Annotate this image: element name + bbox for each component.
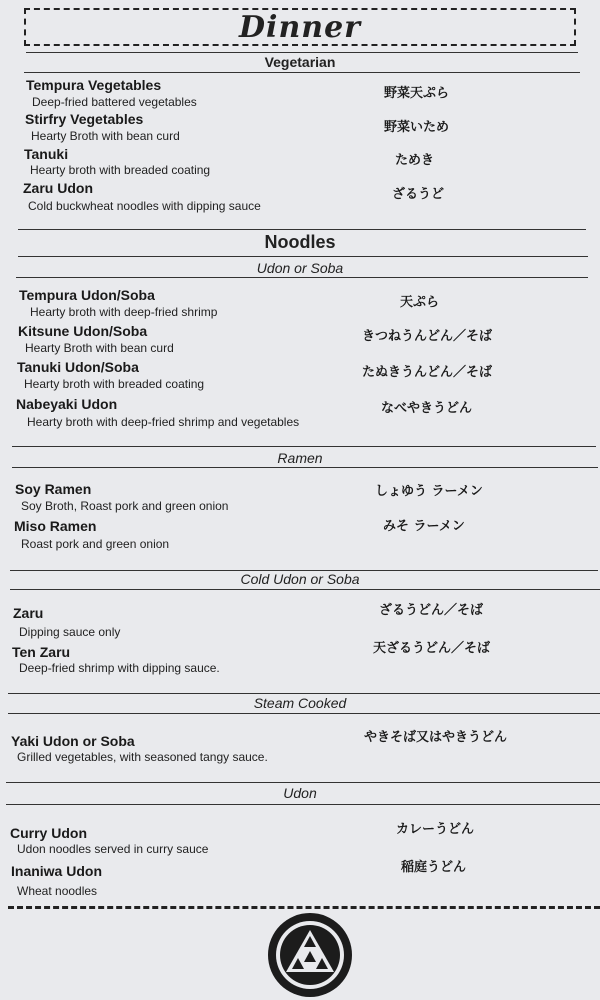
divider <box>10 589 600 590</box>
menu-item-jp: ためき <box>395 153 435 168</box>
subsection-title-udon: Udon <box>283 785 317 801</box>
menu-item-name: Zaru <box>13 605 44 621</box>
menu-item-jp: みそ ラーメン <box>383 519 465 534</box>
triforce-emblem-icon <box>267 912 353 998</box>
menu-item-name: Tempura Udon/Soba <box>19 287 155 303</box>
menu-item-desc: Roast pork and green onion <box>21 537 170 551</box>
subsection-title-ramen: Ramen <box>277 450 323 466</box>
title-box <box>24 8 576 46</box>
section-title-noodles: Noodles <box>264 232 336 252</box>
divider <box>16 277 588 278</box>
menu-item-jp: ざるうど <box>392 187 445 202</box>
menu-item-desc: Hearty Broth with bean curd <box>25 341 174 355</box>
menu-item-name: Tanuki <box>24 146 69 162</box>
menu-item-desc: Udon noodles served in curry sauce <box>17 842 209 856</box>
menu-item-name: Tempura Vegetables <box>26 77 162 93</box>
divider <box>26 52 578 53</box>
menu-item-desc: Hearty broth with breaded coating <box>30 163 211 177</box>
menu-item-name: Nabeyaki Udon <box>16 396 118 412</box>
menu-item-name: Stirfry Vegetables <box>25 111 144 127</box>
menu-item-jp: たぬきうんどん／そば <box>362 365 493 380</box>
menu-item-jp: やきそば又はやきうどん <box>364 730 508 745</box>
divider <box>8 713 600 714</box>
menu-item-jp: 天ぷら <box>400 295 440 310</box>
menu-item-jp: 天ざるうどん／そば <box>373 641 491 656</box>
subsection-title-steam: Steam Cooked <box>253 695 347 711</box>
menu-item-desc: Deep-fried shrimp with dipping sauce. <box>19 661 220 675</box>
divider <box>12 446 596 447</box>
menu-item-desc: Cold buckwheat noodles with dipping sauce <box>28 199 261 213</box>
subsection-title-cold: Cold Udon or Soba <box>240 571 360 587</box>
menu-item-desc: Hearty broth with deep-fried shrimp <box>30 305 218 319</box>
menu-item-name: Tanuki Udon/Soba <box>17 359 139 375</box>
menu-item-desc: Dipping sauce only <box>19 625 121 639</box>
divider <box>8 693 600 694</box>
menu-item-jp: なべやきうどん <box>381 401 473 416</box>
menu-item-name: Kitsune Udon/Soba <box>18 323 148 339</box>
menu-item-name: Miso Ramen <box>14 518 97 534</box>
menu-item-desc: Hearty broth with breaded coating <box>24 377 205 391</box>
menu-item-desc: Grilled vegetables, with seasoned tangy sauce. <box>17 750 268 764</box>
menu-item-name: Curry Udon <box>10 825 87 841</box>
divider <box>18 256 588 257</box>
section-title-vegetarian: Vegetarian <box>264 54 336 70</box>
menu-item-desc: Hearty broth with deep-fried shrimp and vegetables <box>27 415 300 429</box>
divider <box>24 72 580 73</box>
menu-item-desc: Hearty Broth with bean curd <box>31 129 180 143</box>
divider <box>18 229 586 230</box>
bottom-dashed-divider <box>8 906 600 909</box>
subsection-title-udon-soba: Udon or Soba <box>256 260 344 276</box>
menu-item-name: Yaki Udon or Soba <box>11 733 135 749</box>
divider <box>6 804 600 805</box>
menu-item-desc: Soy Broth, Roast pork and green onion <box>21 499 229 513</box>
divider <box>6 782 600 783</box>
menu-item-name: Inaniwa Udon <box>11 863 102 879</box>
menu-item-jp: 野菜天ぷら <box>384 86 450 101</box>
menu-item-name: Ten Zaru <box>12 644 71 660</box>
menu-item-desc: Deep-fried battered vegetables <box>32 95 197 109</box>
menu-item-jp: 野菜いため <box>384 120 450 135</box>
menu-item-jp: きつねうんどん／そば <box>362 329 493 344</box>
menu-item-jp: カレーうどん <box>396 822 475 837</box>
divider <box>12 467 598 468</box>
menu-item-jp: 稲庭うどん <box>401 860 467 875</box>
menu-item-jp: しょゆう ラーメン <box>375 484 483 499</box>
menu-item-name: Soy Ramen <box>15 481 92 497</box>
menu-item-desc: Wheat noodles <box>17 884 98 898</box>
menu-item-name: Zaru Udon <box>23 180 93 196</box>
page-title: Dinner <box>239 9 361 45</box>
menu-item-jp: ざるうどん／そば <box>379 603 484 618</box>
